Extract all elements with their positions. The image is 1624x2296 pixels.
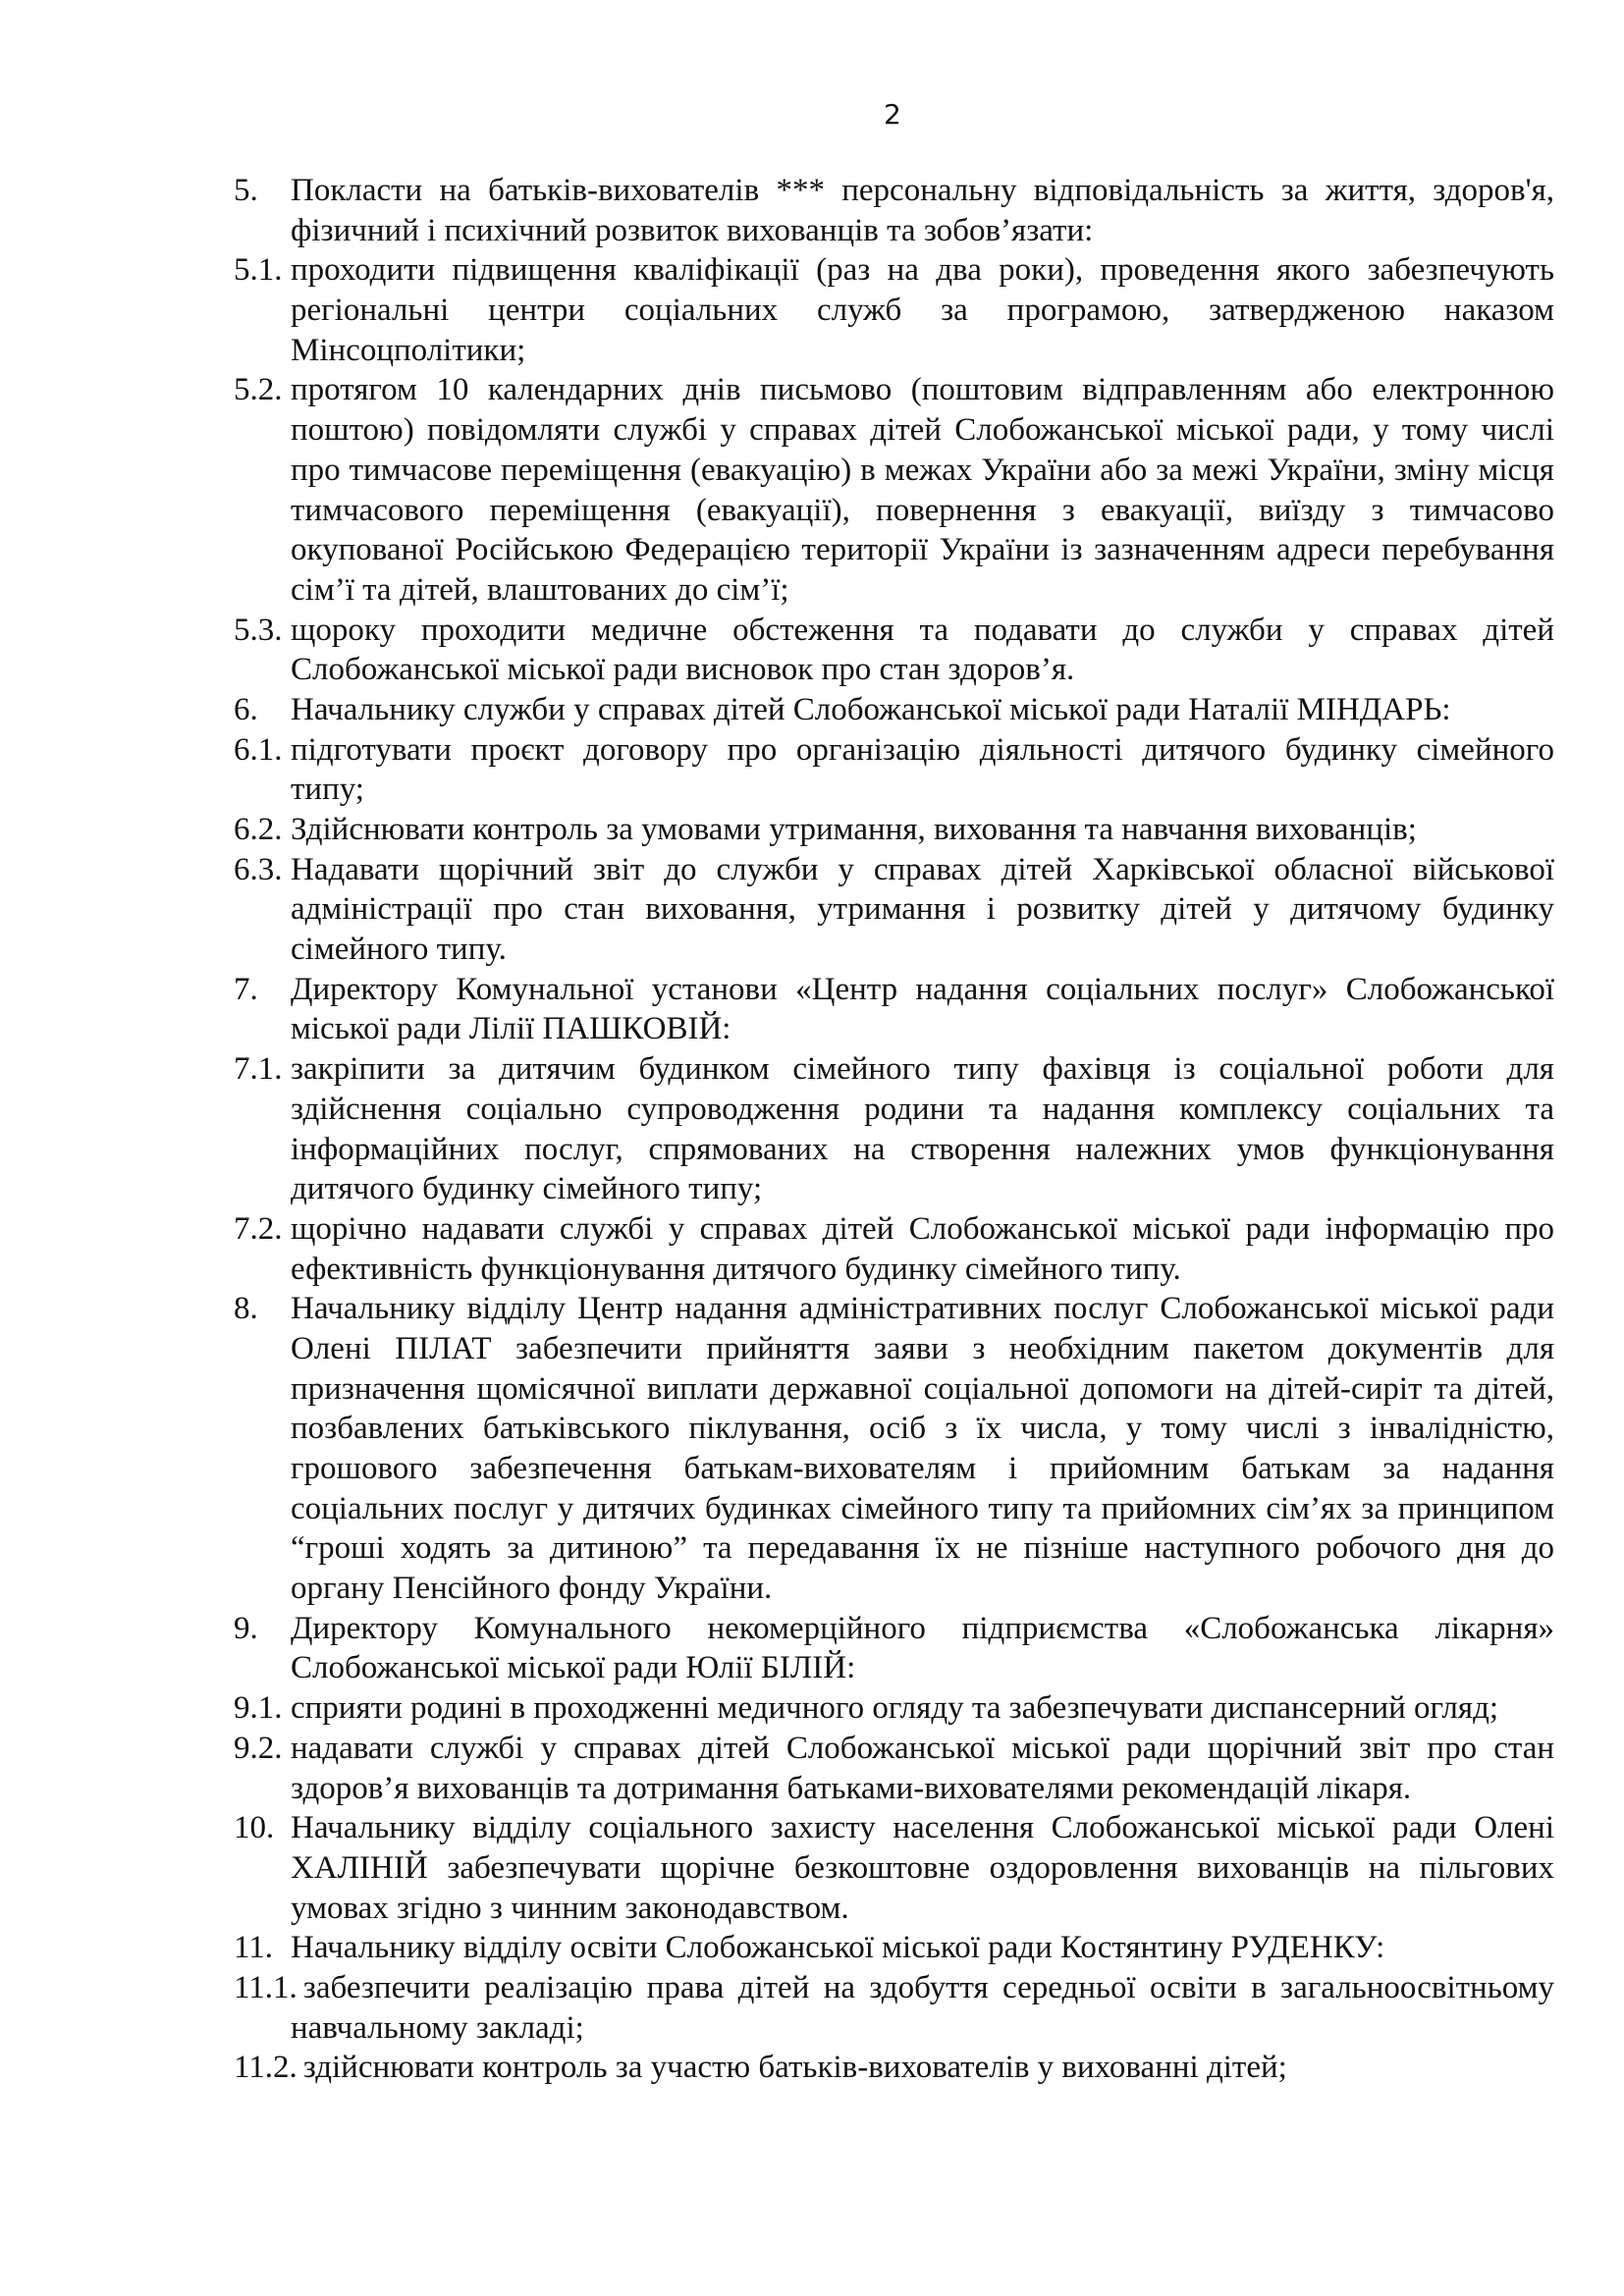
text-line — [234, 1489, 1554, 1529]
item-text: Олені ПІЛАТ забезпечити прийняття заяви з необхідним пакетом документів для — [291, 1330, 1554, 1366]
item-text: ХАЛІНІЙ забезпечувати щорічне безкоштовне оздоровлення вихованців на пільгових — [291, 1849, 1554, 1886]
text-line — [234, 1329, 1554, 1369]
item-text: Начальнику відділу освіти Слобожанської міської ради Костянтину РУДЕНКУ: — [291, 1930, 1385, 1966]
text-line — [234, 690, 1554, 730]
list-item — [234, 370, 1554, 610]
item-text: органу Пенсійного фонду України. — [291, 1571, 773, 1607]
text-line — [234, 1889, 1554, 1929]
text-line — [234, 291, 1554, 331]
item-number: 6.3. — [234, 851, 283, 887]
text-line — [234, 1808, 1554, 1848]
text-line — [234, 1848, 1554, 1889]
document-body — [234, 171, 1554, 2088]
item-text: призначення щомісячної виплати державної соціальної допомоги на дітей-сиріт та дітей, — [291, 1370, 1554, 1407]
item-text: міської ради Лілії ПАШКОВІЙ: — [291, 1011, 731, 1047]
text-line — [234, 1449, 1554, 1489]
text-line — [234, 1009, 1554, 1049]
text-line — [234, 770, 1554, 810]
list-item — [234, 250, 1554, 370]
item-text: умовах згідно з чинним законодавством. — [291, 1890, 849, 1926]
text-line — [234, 530, 1554, 570]
item-number: 7.1. — [234, 1051, 283, 1088]
item-number: 11.2. — [234, 2050, 298, 2086]
item-number: 6. — [234, 691, 258, 727]
text-line — [234, 1968, 1554, 2008]
item-text: здоров’я вихованців та дотримання батьками-вихователями рекомендацій лікаря. — [291, 1770, 1412, 1806]
text-line — [234, 1130, 1554, 1170]
text-line — [234, 1928, 1554, 1968]
text-line — [234, 889, 1554, 930]
item-number: 5. — [234, 173, 258, 208]
text-line — [234, 650, 1554, 690]
text-line — [234, 730, 1554, 771]
item-number: 9.2. — [234, 1730, 283, 1766]
item-text: регіональні центри соціальних служб за програмою, затвердженою наказом — [291, 293, 1554, 329]
item-text: “гроші ходять за дитиною” та передавання їх не пізніше наступного робочого дня до — [291, 1530, 1554, 1567]
item-number: 6.2. — [234, 812, 283, 847]
text-line — [234, 1648, 1554, 1688]
text-line — [234, 1209, 1554, 1250]
list-item — [234, 1209, 1554, 1289]
item-text: Здійснювати контроль за умовами утримання, виховання та навчання вихованців; — [291, 812, 1417, 847]
list-item — [234, 2048, 1554, 2088]
list-item — [234, 850, 1554, 970]
text-line — [234, 611, 1554, 651]
item-text: Начальнику відділу соціального захисту населення Слобожанської міської ради Олені — [291, 1810, 1554, 1846]
item-text: про тимчасове переміщення (евакуацію) в межах України або за межі України, зміну місця — [291, 452, 1554, 488]
item-text: ефективність функціонування дитячого будинку сімейного типу. — [291, 1251, 1181, 1287]
list-item — [234, 1729, 1554, 1808]
item-number: 5.2. — [234, 372, 283, 408]
text-line — [234, 250, 1554, 291]
item-number: 7.2. — [234, 1210, 283, 1247]
list-item — [234, 611, 1554, 690]
text-line — [234, 930, 1554, 970]
item-text: підготувати проєкт договору про організацію діяльності дитячого будинку сімейного — [291, 731, 1554, 768]
item-number: 11.1. — [234, 1969, 298, 2005]
text-line — [234, 2048, 1554, 2088]
item-text: соціальних послуг у дитячих будинках сімейного типу та прийомних сім’ях за принципом — [291, 1490, 1554, 1526]
text-line — [234, 810, 1554, 850]
item-number: 7. — [234, 971, 258, 1007]
item-text: фізичний і психічний розвиток вихованців та зобов’язати: — [291, 212, 1094, 248]
text-line — [234, 850, 1554, 890]
item-text: щорічно надавати службі у справах дітей Слобожанської міської ради інформацію про — [291, 1210, 1554, 1247]
text-line — [234, 171, 1554, 211]
list-item — [234, 970, 1554, 1049]
item-text: щороку проходити медичне обстеження та подавати до служби у справах дітей — [291, 612, 1554, 648]
item-text: сім’ї та дітей, влаштованих до сім’ї; — [291, 571, 789, 608]
list-item — [234, 1609, 1554, 1688]
item-number: 5.1. — [234, 252, 283, 289]
item-number: 6.1. — [234, 731, 283, 768]
text-line — [234, 1688, 1554, 1729]
item-number: 9. — [234, 1610, 258, 1646]
text-line — [234, 491, 1554, 531]
text-line — [234, 451, 1554, 491]
text-line — [234, 1049, 1554, 1090]
text-line — [234, 331, 1554, 371]
item-text: тимчасового переміщення (евакуації), повернення з евакуації, виїзду з тимчасово — [291, 492, 1554, 528]
list-item — [234, 730, 1554, 810]
list-item — [234, 1808, 1554, 1928]
text-line — [234, 970, 1554, 1010]
item-text: протягом 10 календарних днів письмово (поштовим відправленням або електронною — [291, 372, 1554, 408]
text-line — [234, 1409, 1554, 1449]
text-line — [234, 1528, 1554, 1569]
text-line — [234, 410, 1554, 451]
text-line — [234, 1569, 1554, 1609]
item-text: закріпити за дитячим будинком сімейного типу фахівця із соціальної роботи для — [291, 1051, 1554, 1088]
text-line — [234, 1169, 1554, 1209]
text-line — [234, 1289, 1554, 1329]
page-number: 2 — [884, 98, 901, 131]
text-line — [234, 370, 1554, 410]
list-item — [234, 1688, 1554, 1729]
text-line — [234, 1250, 1554, 1290]
item-text: дитячого будинку сімейного типу; — [291, 1171, 763, 1207]
item-text: типу; — [291, 772, 364, 808]
list-item — [234, 690, 1554, 730]
item-text: Начальнику служби у справах дітей Слобожанської міської ради Наталії МІНДАРЬ: — [291, 691, 1451, 727]
list-item — [234, 171, 1554, 250]
item-text: сімейного типу. — [291, 932, 507, 968]
text-line — [234, 1369, 1554, 1410]
item-text: проходити підвищення кваліфікації (раз на два роки), проведення якого забезпечують — [291, 252, 1554, 289]
item-text: грошового забезпечення батькам-вихователям і прийомним батькам за надання — [291, 1451, 1554, 1486]
item-text: здійснювати контроль за участю батьків-вихователів у вихованні дітей; — [302, 2050, 1287, 2086]
list-item — [234, 1289, 1554, 1609]
item-text: Директору Комунальної установи «Центр надання соціальних послуг» Слобожанської — [291, 971, 1554, 1007]
item-text: сприяти родині в проходженні медичного огляду та забезпечувати диспансерний огляд; — [291, 1690, 1499, 1727]
text-line — [234, 1609, 1554, 1649]
item-text: позбавлених батьківського піклування, осіб з їх числа, у тому числі з інвалідністю, — [291, 1411, 1554, 1447]
item-text: надавати службі у справах дітей Слобожанської міської ради щорічний звіт про стан — [291, 1730, 1554, 1766]
list-item — [234, 1049, 1554, 1209]
item-text: Слобожанської міської ради висновок про стан здоров’я. — [291, 652, 1075, 688]
text-line — [234, 1729, 1554, 1769]
item-text: здійснення соціально супроводження родини та надання комплексу соціальних та — [291, 1091, 1554, 1127]
item-text: Директору Комунального некомерційного підприємства «Слобожанська лікарня» — [291, 1610, 1554, 1646]
item-number: 5.3. — [234, 612, 283, 648]
item-text: Мінсоцполітики; — [291, 332, 526, 368]
list-item — [234, 810, 1554, 850]
item-text: Надавати щорічний звіт до служби у справах дітей Харківської обласної військової — [291, 851, 1554, 887]
item-number: 9.1. — [234, 1690, 283, 1727]
item-number: 10. — [234, 1810, 275, 1846]
item-text: навчальному закладі; — [291, 2009, 584, 2046]
item-text: Начальнику відділу Центр надання адміністративних послуг Слобожанської міської ради — [291, 1291, 1554, 1327]
item-text: Покласти на батьків-вихователів *** персональну відповідальність за життя, здоров'я, — [291, 173, 1554, 208]
text-line — [234, 1090, 1554, 1130]
text-line — [234, 2008, 1554, 2049]
item-text: поштою) повідомляти службі у справах дітей Слобожанської міської ради, у тому числі — [291, 412, 1554, 449]
item-text: окупованої Російською Федерацією території України із зазначенням адреси перебування — [291, 532, 1554, 568]
list-item — [234, 1968, 1554, 2048]
item-number: 8. — [234, 1291, 258, 1327]
text-line — [234, 211, 1554, 251]
item-text: інформаційних послуг, спрямованих на створення належних умов функціонування — [291, 1131, 1554, 1167]
item-text: забезпечити реалізацію права дітей на здобуття середньої освіти в загальноосвітньому — [302, 1969, 1554, 2005]
text-line — [234, 570, 1554, 611]
item-number: 11. — [234, 1930, 274, 1966]
item-text: Слобожанської міської ради Юлії БІЛІЙ: — [291, 1650, 856, 1686]
text-line — [234, 1769, 1554, 1809]
list-item — [234, 1928, 1554, 1968]
item-text: адміністрації про стан виховання, утримання і розвитку дітей у дитячому будинку — [291, 891, 1554, 928]
